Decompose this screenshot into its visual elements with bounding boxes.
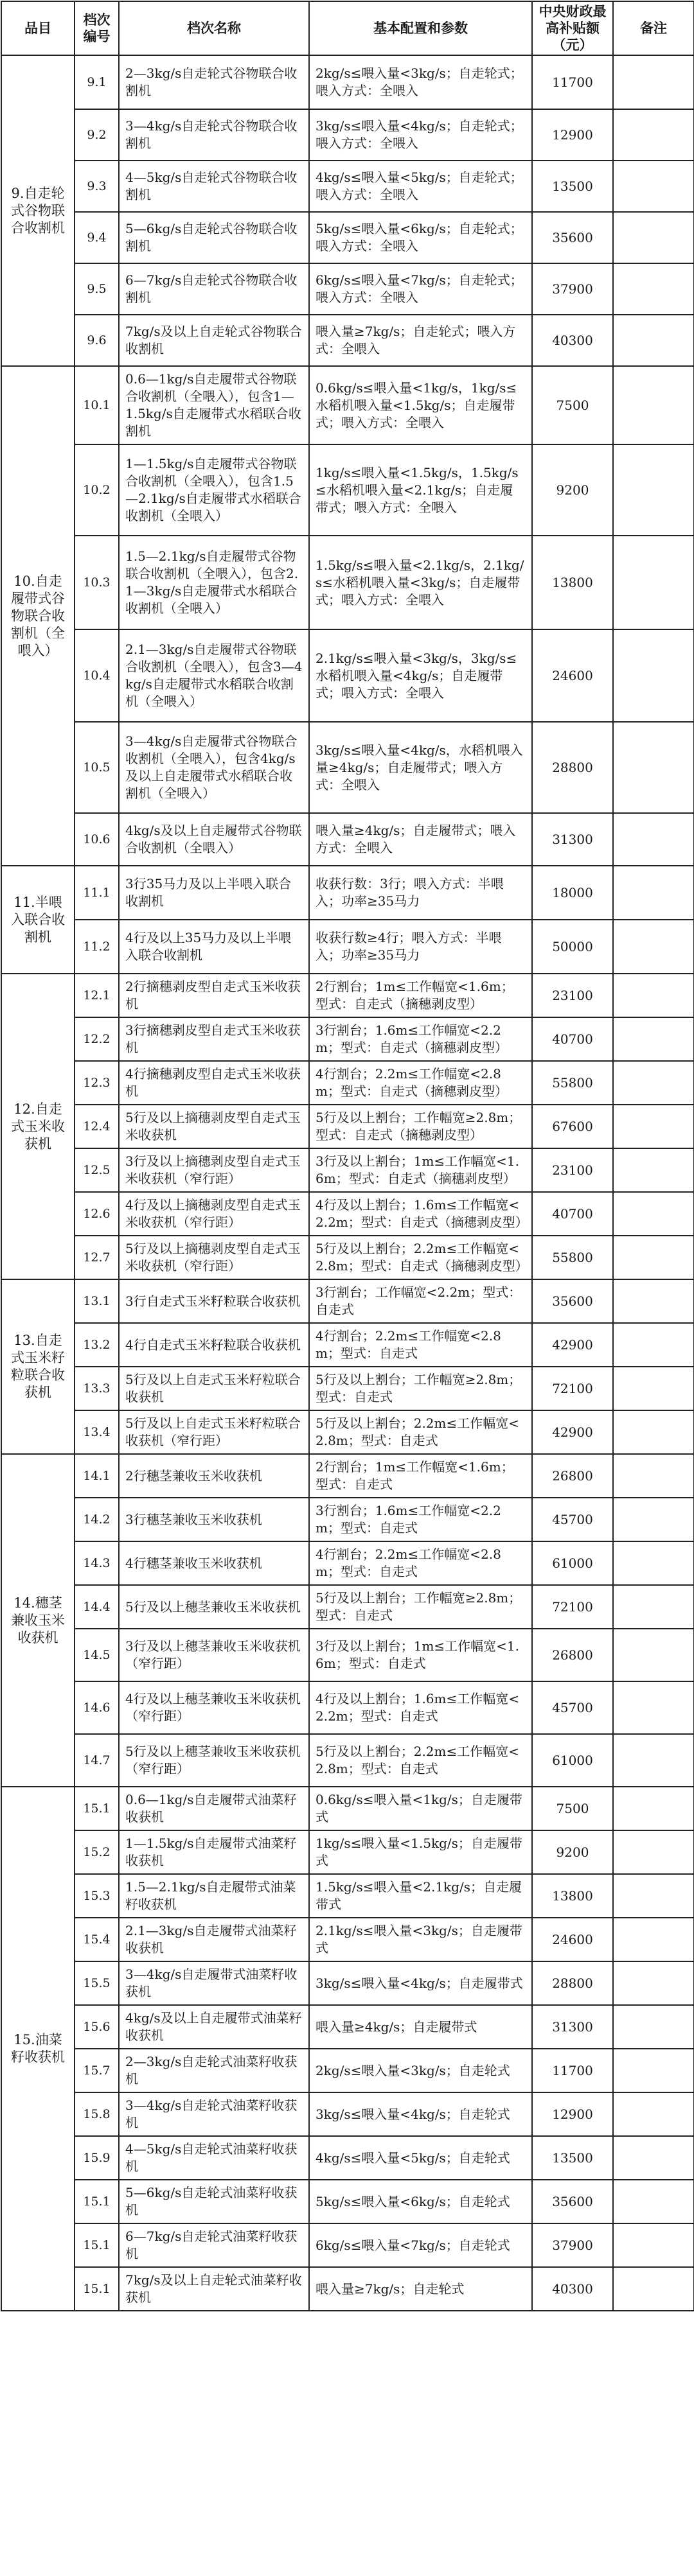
name-cell: 6—7kg/s自走轮式油菜籽收获机: [119, 2223, 309, 2267]
remark-cell: [613, 1681, 694, 1734]
subsidy-cell: 13500: [532, 161, 613, 212]
name-cell: 2—3kg/s自走轮式谷物联合收割机: [119, 55, 309, 109]
table-row: [1, 2005, 694, 2049]
category-cell: 14.穗茎兼收玉米收获机: [1, 1454, 75, 1787]
table-row: [1, 2049, 694, 2092]
code-cell: 13.1: [75, 1279, 119, 1323]
spec-cell: 2kg/s≤喂入量<3kg/s；自走轮式；喂入方式：全喂入: [309, 55, 532, 109]
subsidy-cell: 24600: [532, 629, 613, 722]
code-cell: 13.4: [75, 1410, 119, 1454]
name-cell: 2—3kg/s自走轮式油菜籽收获机: [119, 2049, 309, 2092]
spec-cell: 喂入量≥4kg/s；自走履带式: [309, 2005, 532, 2049]
table-row: [1, 1367, 694, 1410]
table-row: [1, 55, 694, 109]
name-cell: 3行及以上穗茎兼收玉米收获机（窄行距）: [119, 1629, 309, 1681]
subsidy-cell: 45700: [532, 1498, 613, 1541]
subsidy-cell: 13500: [532, 2136, 613, 2180]
subsidy-cell: 13800: [532, 536, 613, 629]
remark-cell: [613, 1279, 694, 1323]
remark-cell: [613, 1541, 694, 1585]
table-row: [1, 1830, 694, 1874]
code-cell: 10.4: [75, 629, 119, 722]
spec-cell: 5行及以上割台；2.2m≤工作幅宽<2.8m；型式：自走式: [309, 1410, 532, 1454]
spec-cell: 收获行数：3行；喂入方式：半喂入；功率≥35马力: [309, 866, 532, 920]
spec-cell: 5行及以上割台；工作幅宽≥2.8m；型式：自走式: [309, 1367, 532, 1410]
spec-cell: 喂入量≥4kg/s；自走履带式；喂入方式：全喂入: [309, 813, 532, 866]
name-cell: 3行35马力及以上半喂入联合收割机: [119, 866, 309, 920]
code-cell: 13.2: [75, 1323, 119, 1367]
spec-cell: 4kg/s≤喂入量<5kg/s；自走轮式: [309, 2136, 532, 2180]
name-cell: 1.5—2.1kg/s自走履带式谷物联合收割机（全喂入），包含2.1—3kg/s自走履带式水稻联合收割机（全喂入）: [119, 536, 309, 629]
remark-cell: [613, 629, 694, 722]
table-row: [1, 1017, 694, 1061]
spec-cell: 4行割台；2.2m≤工作幅宽<2.8m；型式：自走式（摘穗剥皮型）: [309, 1061, 532, 1105]
code-cell: 15.1: [75, 1787, 119, 1830]
spec-cell: 6kg/s≤喂入量<7kg/s；自走轮式；喂入方式：全喂入: [309, 263, 532, 315]
name-cell: 4行及以上35马力及以上半喂入联合收割机: [119, 920, 309, 974]
name-cell: 3行及以上摘穗剥皮型自走式玉米收获机（窄行距）: [119, 1148, 309, 1192]
table-row: [1, 813, 694, 866]
subsidy-cell: 40300: [532, 315, 613, 366]
subsidy-cell: 7500: [532, 1787, 613, 1830]
name-cell: 5行及以上穗茎兼收玉米收获机: [119, 1585, 309, 1629]
subsidy-cell: 26800: [532, 1454, 613, 1498]
code-cell: 12.3: [75, 1061, 119, 1105]
spec-cell: 3行及以上割台；1m≤工作幅宽<1.6m；型式：自走式（摘穗剥皮型）: [309, 1148, 532, 1192]
spec-cell: 3行及以上割台；1m≤工作幅宽<1.6m；型式：自走式: [309, 1629, 532, 1681]
subsidy-cell: 28800: [532, 1961, 613, 2005]
table-row: [1, 1061, 694, 1105]
table-row: [1, 366, 694, 444]
remark-cell: [613, 1061, 694, 1105]
code-cell: 15.5: [75, 1961, 119, 2005]
remark-cell: [613, 1192, 694, 1236]
spec-cell: 4行及以上割台；1.6m≤工作幅宽<2.2m；型式：自走式（摘穗剥皮型）: [309, 1192, 532, 1236]
subsidy-cell: 42900: [532, 1410, 613, 1454]
remark-cell: [613, 1734, 694, 1787]
subsidy-cell: 24600: [532, 1918, 613, 1961]
code-cell: 12.4: [75, 1105, 119, 1148]
subsidy-table: [1, 1, 694, 2311]
spec-cell: 1kg/s≤喂入量<1.5kg/s；自走履带式: [309, 1830, 532, 1874]
subsidy-cell: 13800: [532, 1874, 613, 1918]
subsidy-cell: 55800: [532, 1061, 613, 1105]
spec-cell: 1kg/s≤喂入量<1.5kg/s，1.5kg/s≤水稻机喂入量<2.1kg/s；自走履带式；喂入方式：全喂入: [309, 444, 532, 536]
code-cell: 9.2: [75, 109, 119, 161]
spec-cell: 3kg/s≤喂入量<4kg/s；自走轮式: [309, 2092, 532, 2136]
name-cell: 4行摘穗剥皮型自走式玉米收获机: [119, 1061, 309, 1105]
table-row: [1, 1734, 694, 1787]
table-row: [1, 920, 694, 974]
remark-cell: [613, 866, 694, 920]
remark-cell: [613, 2049, 694, 2092]
name-cell: 2.1—3kg/s自走履带式油菜籽收获机: [119, 1918, 309, 1961]
name-cell: 0.6—1kg/s自走履带式油菜籽收获机: [119, 1787, 309, 1830]
remark-cell: [613, 536, 694, 629]
code-cell: 9.4: [75, 212, 119, 263]
table-row: [1, 2092, 694, 2136]
name-cell: 3—4kg/s自走履带式谷物联合收割机（全喂入），包含4kg/s及以上自走履带式水稻联合收割机（全喂入）: [119, 722, 309, 813]
table-row: [1, 263, 694, 315]
name-cell: 4行及以上摘穗剥皮型自走式玉米收获机（窄行距）: [119, 1192, 309, 1236]
code-cell: 13.3: [75, 1367, 119, 1410]
code-cell: 9.1: [75, 55, 119, 109]
code-cell: 11.1: [75, 866, 119, 920]
category-cell: 9.自走轮式谷物联合收割机: [1, 55, 75, 366]
remark-cell: [613, 2180, 694, 2223]
table-row: [1, 1498, 694, 1541]
spec-cell: 4行割台；2.2m≤工作幅宽<2.8m；型式：自走式: [309, 1541, 532, 1585]
code-cell: 14.6: [75, 1681, 119, 1734]
subsidy-cell: 12900: [532, 2092, 613, 2136]
table-row: [1, 1279, 694, 1323]
spec-cell: 2行割台；1m≤工作幅宽<1.6m；型式：自走式: [309, 1454, 532, 1498]
subsidy-cell: 67600: [532, 1105, 613, 1148]
name-cell: 4kg/s及以上自走履带式油菜籽收获机: [119, 2005, 309, 2049]
table-row: [1, 1629, 694, 1681]
code-cell: 10.3: [75, 536, 119, 629]
spec-cell: 2.1kg/s≤喂入量<3kg/s，3kg/s≤水稻机喂入量<4kg/s；自走履带式；喂入方式：全喂入: [309, 629, 532, 722]
remark-cell: [613, 813, 694, 866]
code-cell: 10.6: [75, 813, 119, 866]
name-cell: 5行及以上穗茎兼收玉米收获机（窄行距）: [119, 1734, 309, 1787]
name-cell: 4kg/s及以上自走履带式谷物联合收割机（全喂入）: [119, 813, 309, 866]
table-row: [1, 315, 694, 366]
subsidy-cell: 35600: [532, 1279, 613, 1323]
spec-cell: 5行及以上割台；工作幅宽≥2.8m；型式：自走式（摘穗剥皮型）: [309, 1105, 532, 1148]
spec-cell: 1.5kg/s≤喂入量<2.1kg/s，2.1kg/s≤水稻机喂入量<3kg/s；自走履带式；喂入方式：全喂入: [309, 536, 532, 629]
code-cell: 15.1: [75, 2223, 119, 2267]
remark-cell: [613, 2092, 694, 2136]
name-cell: 3行摘穗剥皮型自走式玉米收获机: [119, 1017, 309, 1061]
table-row: [1, 1585, 694, 1629]
remark-cell: [613, 920, 694, 974]
spec-cell: 5行及以上割台；工作幅宽≥2.8m；型式：自走式: [309, 1585, 532, 1629]
spec-cell: 4行及以上割台；1.6m≤工作幅宽<2.2m；型式：自走式: [309, 1681, 532, 1734]
code-cell: 9.3: [75, 161, 119, 212]
header-remark: 备注: [613, 1, 694, 55]
code-cell: 15.4: [75, 1918, 119, 1961]
name-cell: 3行穗茎兼收玉米收获机: [119, 1498, 309, 1541]
header-subsidy: 中央财政最高补贴额（元）: [532, 1, 613, 55]
table-row: [1, 2180, 694, 2223]
spec-cell: 0.6kg/s≤喂入量<1kg/s，1kg/s≤水稻机喂入量<1.5kg/s；自走履带式；喂入方式：全喂入: [309, 366, 532, 444]
spec-cell: 0.6kg/s≤喂入量<1kg/s；自走履带式: [309, 1787, 532, 1830]
subsidy-cell: 11700: [532, 55, 613, 109]
remark-cell: [613, 1148, 694, 1192]
table-row: [1, 1961, 694, 2005]
subsidy-cell: 35600: [532, 2180, 613, 2223]
spec-cell: 6kg/s≤喂入量<7kg/s；自走轮式: [309, 2223, 532, 2267]
remark-cell: [613, 1918, 694, 1961]
code-cell: 15.9: [75, 2136, 119, 2180]
remark-cell: [613, 263, 694, 315]
table-row: [1, 2223, 694, 2267]
code-cell: 14.2: [75, 1498, 119, 1541]
name-cell: 3—4kg/s自走履带式油菜籽收获机: [119, 1961, 309, 2005]
code-cell: 12.1: [75, 974, 119, 1017]
subsidy-cell: 12900: [532, 109, 613, 161]
subsidy-cell: 42900: [532, 1323, 613, 1367]
remark-cell: [613, 161, 694, 212]
code-cell: 12.5: [75, 1148, 119, 1192]
spec-cell: 3行割台；1.6m≤工作幅宽<2.2m；型式：自走式（摘穗剥皮型）: [309, 1017, 532, 1061]
table-row: [1, 2136, 694, 2180]
table-row: [1, 1541, 694, 1585]
remark-cell: [613, 1874, 694, 1918]
table-row: [1, 1105, 694, 1148]
spec-cell: 3kg/s≤喂入量<4kg/s；自走轮式；喂入方式：全喂入: [309, 109, 532, 161]
name-cell: 5行及以上摘穗剥皮型自走式玉米收获机: [119, 1105, 309, 1148]
spec-cell: 喂入量≥7kg/s；自走轮式；喂入方式：全喂入: [309, 315, 532, 366]
name-cell: 7kg/s及以上自走轮式油菜籽收获机: [119, 2267, 309, 2311]
code-cell: 15.1: [75, 2267, 119, 2311]
code-cell: 10.5: [75, 722, 119, 813]
remark-cell: [613, 2267, 694, 2311]
name-cell: 5—6kg/s自走轮式谷物联合收割机: [119, 212, 309, 263]
remark-cell: [613, 1629, 694, 1681]
code-cell: 14.5: [75, 1629, 119, 1681]
name-cell: 3—4kg/s自走轮式油菜籽收获机: [119, 2092, 309, 2136]
name-cell: 1—1.5kg/s自走履带式谷物联合收割机（全喂入），包含1.5—2.1kg/s自走履带式水稻联合收割机（全喂入）: [119, 444, 309, 536]
remark-cell: [613, 1585, 694, 1629]
name-cell: 6—7kg/s自走轮式谷物联合收割机: [119, 263, 309, 315]
name-cell: 2行穗茎兼收玉米收获机: [119, 1454, 309, 1498]
remark-cell: [613, 1787, 694, 1830]
name-cell: 4行自走式玉米籽粒联合收获机: [119, 1323, 309, 1367]
code-cell: 14.7: [75, 1734, 119, 1787]
name-cell: 5行及以上摘穗剥皮型自走式玉米收获机（窄行距）: [119, 1236, 309, 1279]
table-row: [1, 2267, 694, 2311]
name-cell: 0.6—1kg/s自走履带式谷物联合收割机（全喂入），包含1—1.5kg/s自走履带式水稻联合收割机: [119, 366, 309, 444]
subsidy-cell: 45700: [532, 1681, 613, 1734]
spec-cell: 3行割台；1.6m≤工作幅宽<2.2m；型式：自走式: [309, 1498, 532, 1541]
category-cell: 12.自走式玉米收获机: [1, 974, 75, 1279]
header-code: 档次编号: [75, 1, 119, 55]
table-row: [1, 1410, 694, 1454]
subsidy-cell: 23100: [532, 1148, 613, 1192]
spec-cell: 2kg/s≤喂入量<3kg/s；自走轮式: [309, 2049, 532, 2092]
code-cell: 14.3: [75, 1541, 119, 1585]
code-cell: 15.7: [75, 2049, 119, 2092]
name-cell: 5—6kg/s自走轮式油菜籽收获机: [119, 2180, 309, 2223]
spec-cell: 3kg/s≤喂入量<4kg/s；自走履带式: [309, 1961, 532, 2005]
header-name: 档次名称: [119, 1, 309, 55]
code-cell: 11.2: [75, 920, 119, 974]
subsidy-cell: 61000: [532, 1541, 613, 1585]
subsidy-cell: 37900: [532, 2223, 613, 2267]
spec-cell: 5行及以上割台；2.2m≤工作幅宽<2.8m；型式：自走式（摘穗剥皮型）: [309, 1236, 532, 1279]
code-cell: 10.2: [75, 444, 119, 536]
spec-cell: 2行割台；1m≤工作幅宽<1.6m；型式：自走式（摘穗剥皮型）: [309, 974, 532, 1017]
header-spec: 基本配置和参数: [309, 1, 532, 55]
table-row: [1, 444, 694, 536]
table-row: [1, 722, 694, 813]
code-cell: 14.1: [75, 1454, 119, 1498]
remark-cell: [613, 315, 694, 366]
code-cell: 15.8: [75, 2092, 119, 2136]
code-cell: 12.7: [75, 1236, 119, 1279]
category-cell: 10.自走履带式谷物联合收割机（全喂入）: [1, 366, 75, 866]
remark-cell: [613, 109, 694, 161]
spec-cell: 2.1kg/s≤喂入量<3kg/s；自走履带式: [309, 1918, 532, 1961]
name-cell: 2行摘穗剥皮型自走式玉米收获机: [119, 974, 309, 1017]
name-cell: 4行穗茎兼收玉米收获机: [119, 1541, 309, 1585]
name-cell: 5行及以上自走式玉米籽粒联合收获机（窄行距）: [119, 1410, 309, 1454]
subsidy-cell: 9200: [532, 1830, 613, 1874]
remark-cell: [613, 1830, 694, 1874]
name-cell: 3—4kg/s自走轮式谷物联合收割机: [119, 109, 309, 161]
table-row: [1, 974, 694, 1017]
subsidy-cell: 40300: [532, 2267, 613, 2311]
spec-cell: 5kg/s≤喂入量<6kg/s；自走轮式；喂入方式：全喂入: [309, 212, 532, 263]
subsidy-cell: 40700: [532, 1017, 613, 1061]
table-row: [1, 109, 694, 161]
table-row: [1, 1148, 694, 1192]
table-row: [1, 866, 694, 920]
name-cell: 3行自走式玉米籽粒联合收获机: [119, 1279, 309, 1323]
subsidy-cell: 37900: [532, 263, 613, 315]
spec-cell: 3行割台；工作幅宽<2.2m；型式：自走式: [309, 1279, 532, 1323]
table-row: [1, 629, 694, 722]
code-cell: 15.3: [75, 1874, 119, 1918]
subsidy-cell: 18000: [532, 866, 613, 920]
subsidy-cell: 28800: [532, 722, 613, 813]
code-cell: 9.5: [75, 263, 119, 315]
subsidy-cell: 72100: [532, 1367, 613, 1410]
remark-cell: [613, 974, 694, 1017]
subsidy-cell: 23100: [532, 974, 613, 1017]
remark-cell: [613, 1105, 694, 1148]
subsidy-cell: 11700: [532, 2049, 613, 2092]
remark-cell: [613, 1498, 694, 1541]
remark-cell: [613, 1961, 694, 2005]
table-row: [1, 536, 694, 629]
table-row: [1, 1236, 694, 1279]
spec-cell: 3kg/s≤喂入量<4kg/s，水稻机喂入量≥4kg/s；自走履带式；喂入方式：全喂入: [309, 722, 532, 813]
subsidy-cell: 50000: [532, 920, 613, 974]
name-cell: 4—5kg/s自走轮式谷物联合收割机: [119, 161, 309, 212]
subsidy-cell: 26800: [532, 1629, 613, 1681]
subsidy-cell: 72100: [532, 1585, 613, 1629]
category-cell: 11.半喂入联合收割机: [1, 866, 75, 974]
subsidy-cell: 35600: [532, 212, 613, 263]
remark-cell: [613, 2223, 694, 2267]
name-cell: 1—1.5kg/s自走履带式油菜籽收获机: [119, 1830, 309, 1874]
code-cell: 15.6: [75, 2005, 119, 2049]
table-row: [1, 1681, 694, 1734]
subsidy-cell: 40700: [532, 1192, 613, 1236]
table-row: [1, 1787, 694, 1830]
remark-cell: [613, 1236, 694, 1279]
subsidy-cell: 7500: [532, 366, 613, 444]
subsidy-cell: 31300: [532, 813, 613, 866]
category-cell: 15.油菜籽收获机: [1, 1787, 75, 2311]
table-row: [1, 161, 694, 212]
code-cell: 9.6: [75, 315, 119, 366]
spec-cell: 5行及以上割台；2.2m≤工作幅宽<2.8m；型式：自走式: [309, 1734, 532, 1787]
category-cell: 13.自走式玉米籽粒联合收获机: [1, 1279, 75, 1454]
header-category: 品目: [1, 1, 75, 55]
remark-cell: [613, 1454, 694, 1498]
table-row: [1, 1192, 694, 1236]
remark-cell: [613, 1367, 694, 1410]
remark-cell: [613, 1323, 694, 1367]
remark-cell: [613, 1017, 694, 1061]
name-cell: 2.1—3kg/s自走履带式谷物联合收割机（全喂入），包含3—4kg/s自走履带式水稻联合收割机（全喂入）: [119, 629, 309, 722]
spec-cell: 喂入量≥7kg/s；自走轮式: [309, 2267, 532, 2311]
header-row: [1, 1, 694, 55]
spec-cell: 4kg/s≤喂入量<5kg/s；自走轮式；喂入方式：全喂入: [309, 161, 532, 212]
name-cell: 7kg/s及以上自走轮式谷物联合收割机: [119, 315, 309, 366]
table-row: [1, 1454, 694, 1498]
spec-cell: 5kg/s≤喂入量<6kg/s；自走轮式: [309, 2180, 532, 2223]
name-cell: 1.5—2.1kg/s自走履带式油菜籽收获机: [119, 1874, 309, 1918]
name-cell: 4—5kg/s自走轮式油菜籽收获机: [119, 2136, 309, 2180]
subsidy-cell: 9200: [532, 444, 613, 536]
subsidy-cell: 55800: [532, 1236, 613, 1279]
subsidy-cell: 61000: [532, 1734, 613, 1787]
code-cell: 10.1: [75, 366, 119, 444]
name-cell: 4行及以上穗茎兼收玉米收获机（窄行距）: [119, 1681, 309, 1734]
remark-cell: [613, 2136, 694, 2180]
code-cell: 14.4: [75, 1585, 119, 1629]
table-row: [1, 1323, 694, 1367]
code-cell: 15.2: [75, 1830, 119, 1874]
remark-cell: [613, 444, 694, 536]
remark-cell: [613, 212, 694, 263]
spec-cell: 收获行数≥4行；喂入方式：半喂入；功率≥35马力: [309, 920, 532, 974]
table-row: [1, 1918, 694, 1961]
remark-cell: [613, 2005, 694, 2049]
spec-cell: 4行割台；2.2m≤工作幅宽<2.8m；型式：自走式: [309, 1323, 532, 1367]
table-row: [1, 212, 694, 263]
table-row: [1, 1874, 694, 1918]
remark-cell: [613, 55, 694, 109]
remark-cell: [613, 366, 694, 444]
name-cell: 5行及以上自走式玉米籽粒联合收获机: [119, 1367, 309, 1410]
code-cell: 15.1: [75, 2180, 119, 2223]
code-cell: 12.2: [75, 1017, 119, 1061]
code-cell: 12.6: [75, 1192, 119, 1236]
table-body: [1, 55, 694, 2311]
remark-cell: [613, 722, 694, 813]
remark-cell: [613, 1410, 694, 1454]
subsidy-cell: 31300: [532, 2005, 613, 2049]
spec-cell: 1.5kg/s≤喂入量<2.1kg/s；自走履带式: [309, 1874, 532, 1918]
